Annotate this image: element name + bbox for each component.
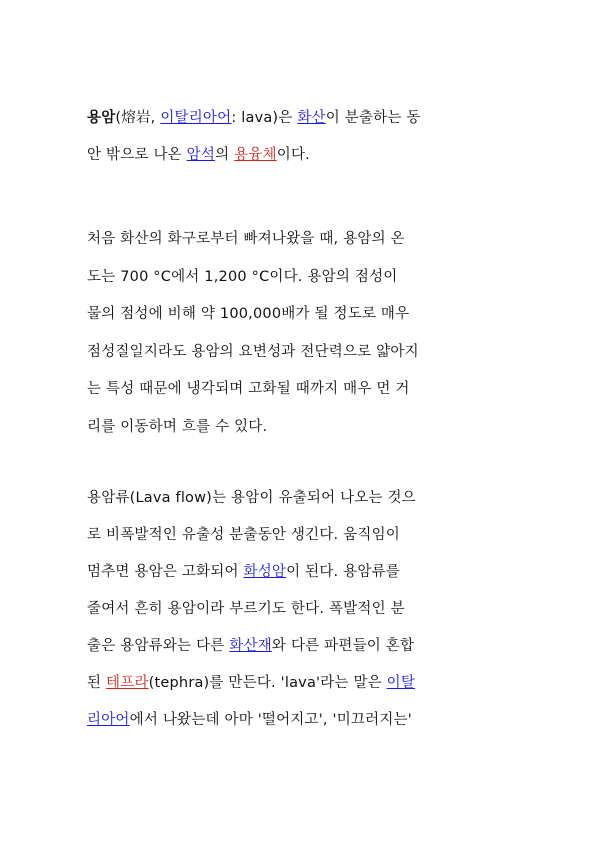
wiki-link[interactable]: 화산재 [229,638,272,654]
text-run: 물의 점성에 비해 약 100,000배가 될 정도로 매우 [87,306,410,322]
text-line [87,417,267,437]
wiki-link[interactable]: 리아어 [87,712,130,728]
text-run: 멈추면 용암은 고화되어 [87,564,244,580]
text-line [87,562,400,582]
text-line [87,710,412,730]
text-run: (熔岩, [115,110,161,126]
wiki-link[interactable]: 이탈리아어 [160,110,232,126]
text-run: 줄여서 흔히 용암이라 부르기도 한다. 폭발적인 분 [87,601,405,617]
text-run: 리를 이동하며 흐를 수 있다. [87,418,268,435]
text-run: 이 분출하는 동 [325,110,421,126]
text-line [87,525,400,545]
text-run: 이다. [276,147,310,163]
text-run: 이 된다. 용암류를 [286,564,401,580]
text-run: 는 특성 때문에 냉각되며 고화될 때까지 매우 먼 거 [87,381,410,397]
wiki-link[interactable]: 화성암 [243,564,287,580]
wiki-link[interactable]: 용융체 [234,147,277,163]
text-run: 에서 나왔는데 아마 '떨어지고', '미끄러지는' [129,712,412,728]
text-run: 와 다른 파편들이 혼합 [271,638,415,654]
text-line [87,267,397,287]
text-line [87,304,409,324]
text-run: 의 [215,147,235,163]
text-run: 안 밖으로 나온 [87,147,187,163]
wiki-link[interactable]: 테프라 [106,675,149,691]
text-line [87,636,414,656]
text-run: 점성질일지라도 용암의 요변성과 전단력으로 얇아지 [87,343,419,360]
text-run: : lava)은 [231,110,298,126]
text-line [87,599,405,619]
text-line [87,108,421,128]
text-run: 도는 700 °C에서 1,200 °C이다. 용암의 점성이 [87,268,398,285]
text-line [87,379,410,399]
text-run: (tephra)를 만든다. 'lava'라는 말은 [148,675,387,691]
wiki-link[interactable]: 암석 [186,147,216,163]
text-line [87,488,416,508]
text-line [87,145,310,165]
text-run: 로 비폭발적인 유출성 분출동안 생긴다. 움직임이 [87,527,400,543]
text-run: 된 [87,675,107,691]
text-run: 용암류(Lava flow)는 용암이 유출되어 나오는 것으 [87,490,416,506]
text-run: 출은 용암류와는 다른 [87,638,230,654]
text-line [87,229,405,249]
text-run: 처음 화산의 화구로부터 빠져나왔을 때, 용암의 온 [87,231,405,247]
wiki-link[interactable]: 화산 [297,110,326,126]
wiki-link[interactable]: 이탈 [386,675,416,691]
text-line [87,342,419,362]
term-heading: 용암 [87,110,116,126]
text-line [87,673,415,693]
